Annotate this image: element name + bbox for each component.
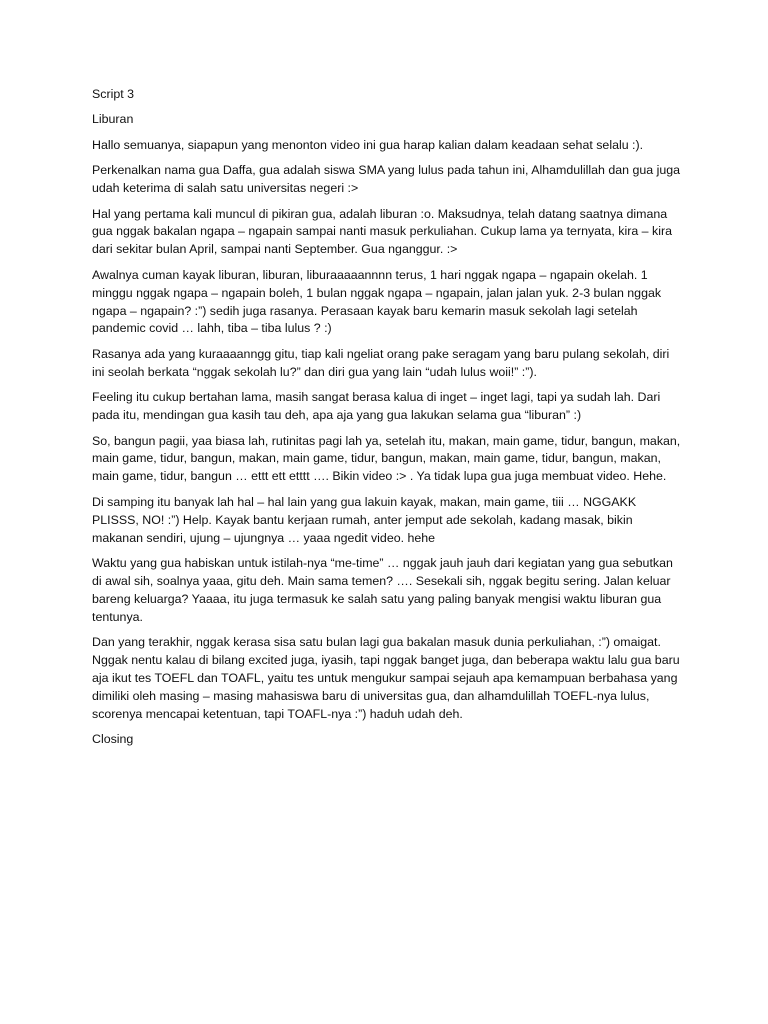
paragraph-other-activities: Di samping itu banyak lah hal – hal lain yang gua lakuin kayak, makan, main game, tiii … NGGAKK PLISSS, NO! :”) Help. Kayak bantu kerjaan rumah, anter jemput ade sekolah, kadang masak, bikin makanan sendiri, ujung – ujungnya … yaaa ngedit video. hehe	[92, 494, 637, 545]
paragraph-routine: So, bangun pagii, yaa biasa lah, rutinitas pagi lah ya, setelah itu, makan, main game, tidur, bangun, makan, main game, tidur, bangun, makan, main game, tidur, bangun, makan, main game, tidur, bangun, makan, main game, tidur, bangun … ettt ett etttt …. Bikin video :> . Ya tidak lupa gua juga membuat video. Hehe.	[92, 433, 681, 484]
paragraph-missing-school: Rasanya ada yang kuraaaanngg gitu, tiap kali ngeliat orang pake seragam yang baru pulang sekolah, diri ini seolah berkata “nggak sekolah lu?” dan diri gua yang lain “udah lulus woii!” :”).	[92, 346, 670, 379]
paragraph-greeting: Hallo semuanya, siapapun yang menonton video ini gua harap kalian dalam keadaan sehat selalu :).	[92, 137, 644, 152]
paragraph-first-thought: Hal yang pertama kali muncul di pikiran gua, adalah liburan :o. Maksudnya, telah datang saatnya dimana gua nggak bakalan ngapa – ngapain sampai nanti masuk perkuliahan. Cukup lama ya ternyata, kira – kira dari sekitar bulan April, sampai nanti September. Gua nganggur. :>	[92, 206, 672, 257]
closing-label: Closing	[92, 732, 134, 747]
paragraph-me-time: Waktu yang gua habiskan untuk istilah-nya “me-time” … nggak jauh jauh dari kegiatan yang gua sebutkan di awal sih, soalnya yaaa, gitu deh. Main sama temen? …. Sesekali sih, nggak begitu sering. Jalan keluar bareng keluarga? Yaaaa, itu juga termasuk ke salah satu yang paling banyak mengisi waktu liburan gua tentunya.	[92, 555, 673, 624]
paragraph-last: Dan yang terakhir, nggak kerasa sisa satu bulan lagi gua bakalan masuk dunia perkuliahan, :”) omaigat. Nggak nentu kalau di bilang excited juga, iyasih, tapi nggak banget juga, dan beberapa waktu lalu gua baru aja ikut tes TOEFL dan TOAFL, yaitu tes untuk mengukur sampai sejauh apa kemampuan berbahasa yang dimiliki oleh masing – masing mahasiswa baru di universitas gua, dan alhamdulillah TOEFL-nya lulus, scorenya mencapai ketentuan, tapi TOAFL-nya :”) haduh udah deh.	[92, 635, 680, 721]
paragraph-introduction: Perkenalkan nama gua Daffa, gua adalah siswa SMA yang lulus pada tahun ini, Alhamdulillah dan gua juga udah keterima di salah satu universitas negeri :>	[92, 163, 681, 196]
document-body	[92, 86, 682, 757]
paragraph-feeling: Feeling itu cukup bertahan lama, masih sangat berasa kalua di inget – inget lagi, tapi ya sudah lah. Dari pada itu, mendingan gua kasih tau deh, apa aja yang gua lakukan selama gua “liburan” :)	[92, 390, 661, 423]
paragraph-beginning: Awalnya cuman kayak liburan, liburan, liburaaaaannnn terus, 1 hari nggak ngapa – ngapain okelah. 1 minggu nggak ngapa – ngapain boleh, 1 bulan nggak ngapa – ngapain, jalan jalan yuk. 2-3 bulan nggak ngapa – ngapain? :”) sedih juga rasanya. Perasaan kayak baru kemarin masuk sekolah lagi setelah pandemic covid … lahh, tiba – tiba lulus ? :)	[92, 267, 662, 336]
script-heading: Script 3	[92, 87, 135, 101]
script-title: Liburan	[92, 112, 134, 127]
